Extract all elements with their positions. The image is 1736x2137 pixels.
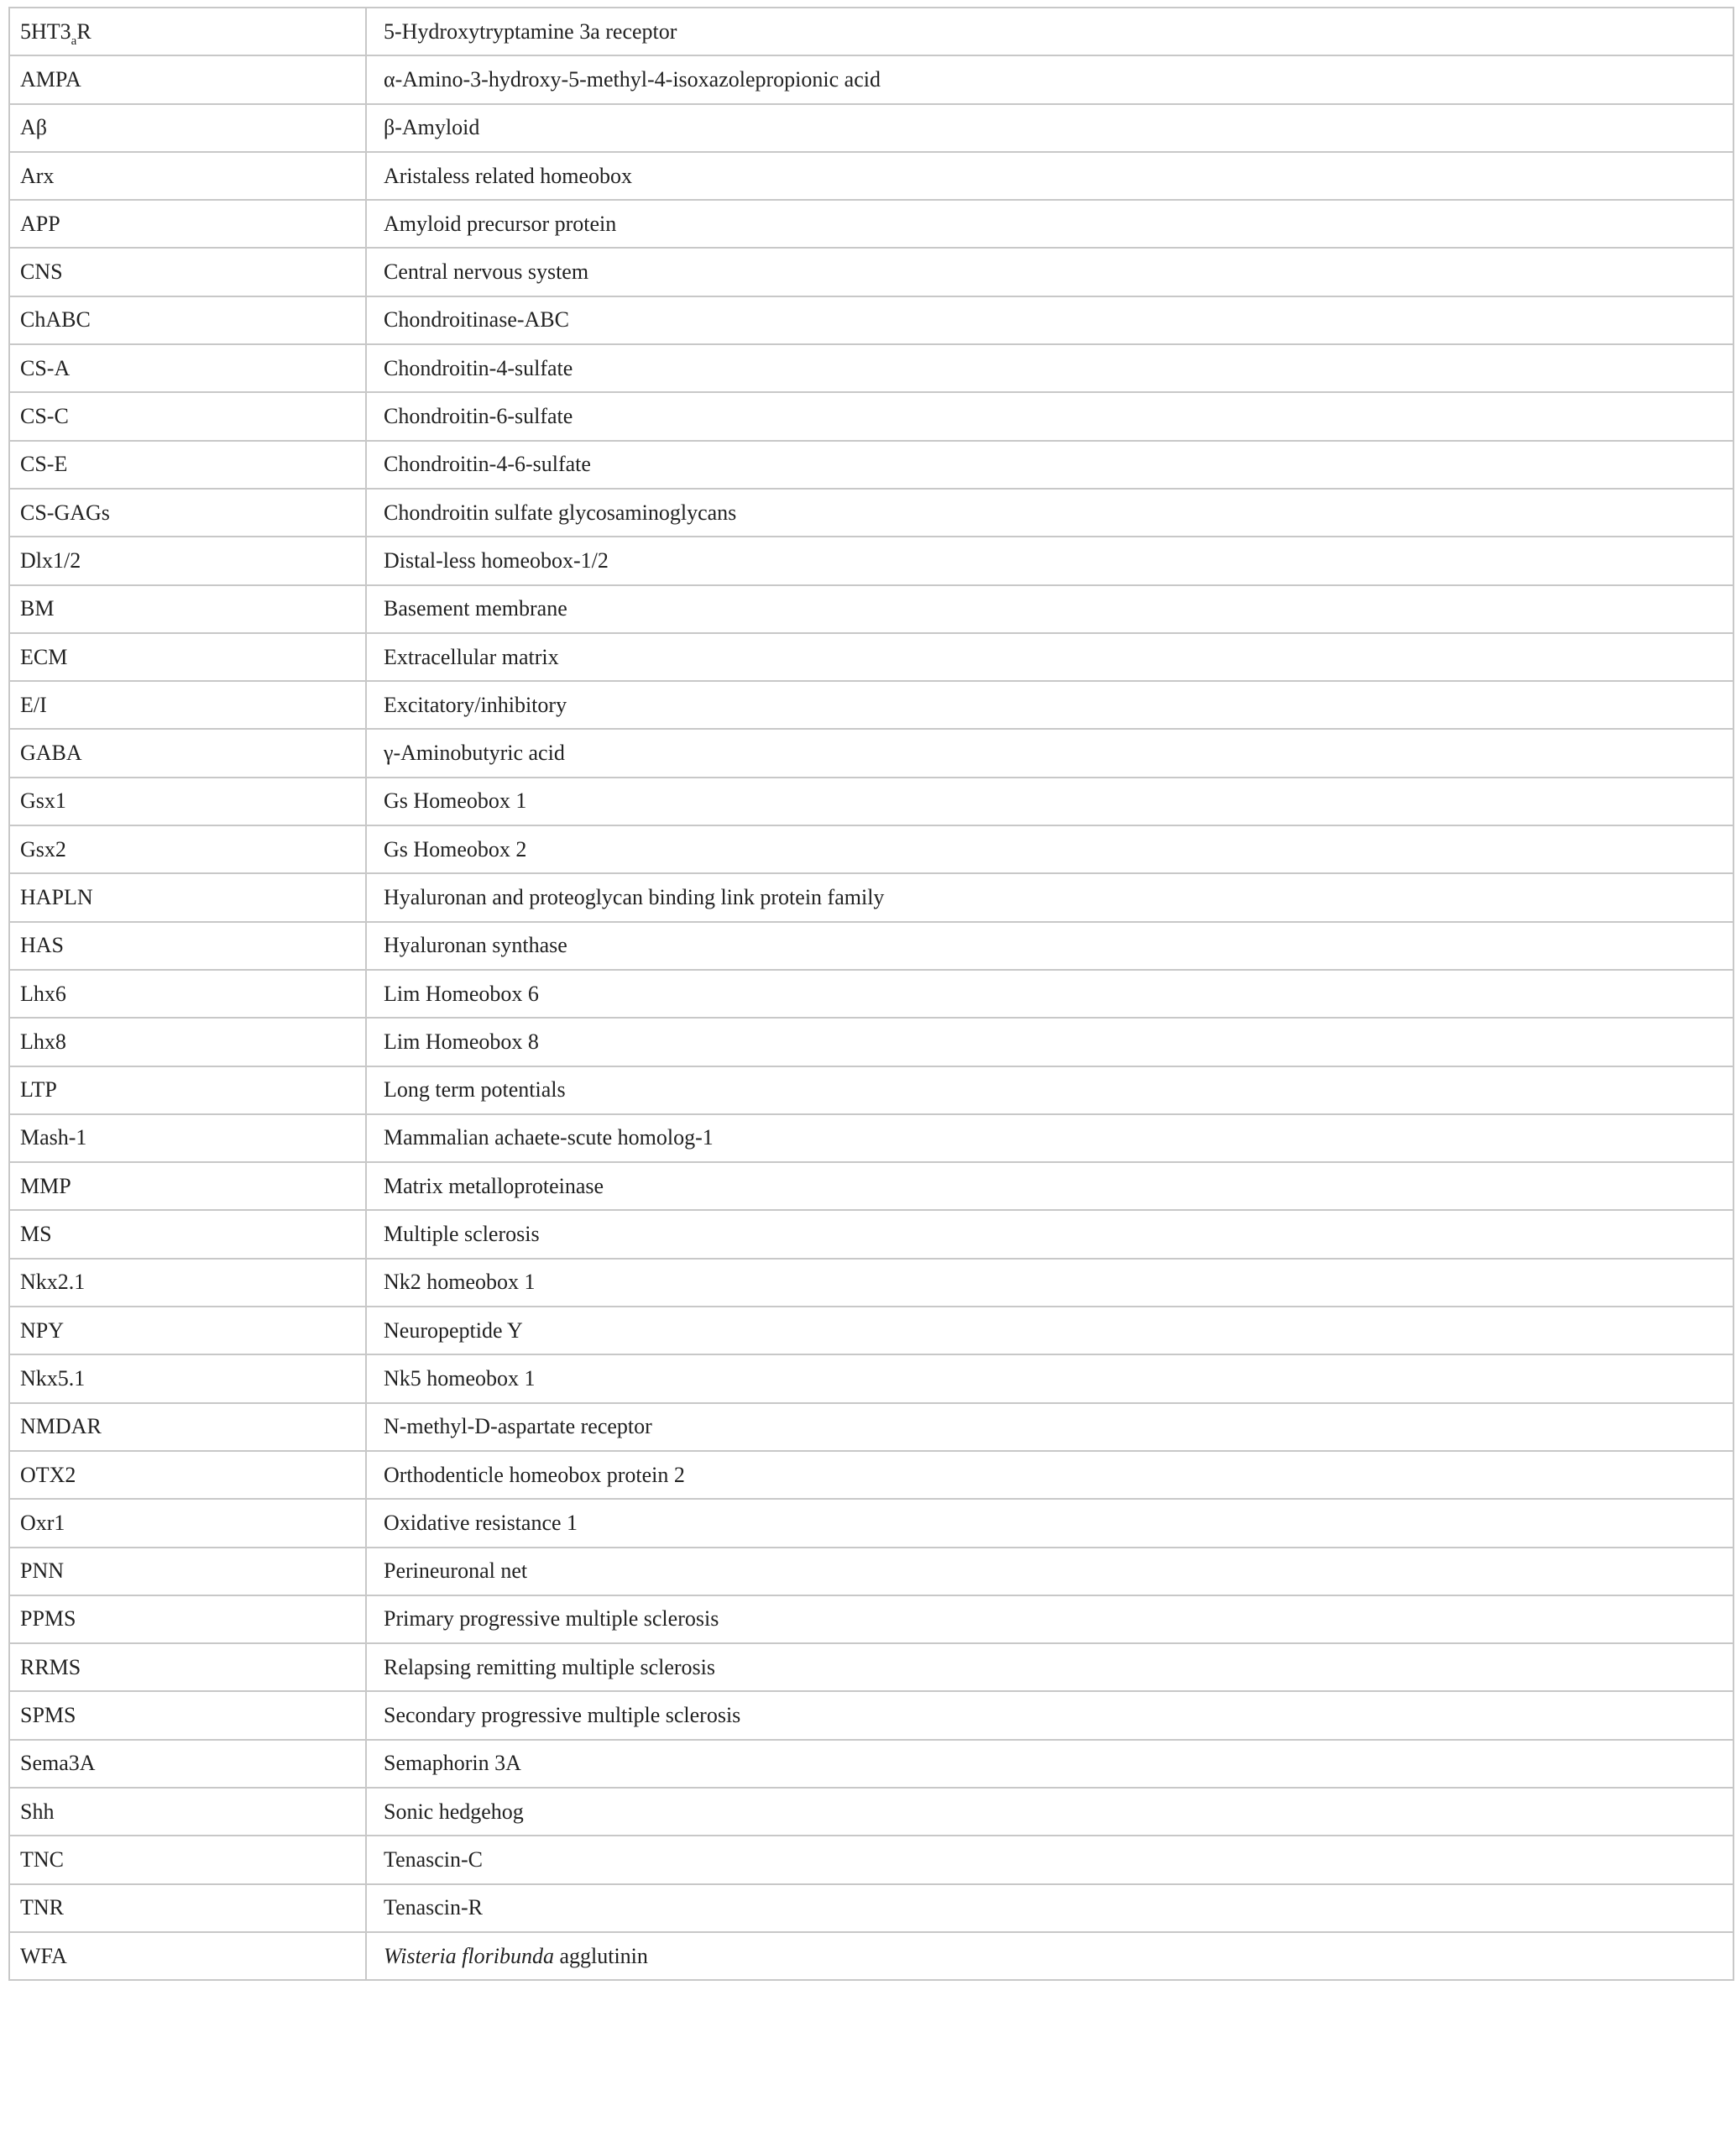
definition-cell: Perineuronal net xyxy=(366,1548,1733,1595)
definition-cell: γ-Aminobutyric acid xyxy=(366,729,1733,777)
abbreviation-cell: Arx xyxy=(9,152,366,200)
abbreviation-cell: GABA xyxy=(9,729,366,777)
table-row xyxy=(9,1162,1733,1210)
table-row xyxy=(9,55,1733,103)
definition-cell: Chondroitin-4-sulfate xyxy=(366,344,1733,392)
table-row xyxy=(9,1210,1733,1258)
table-row xyxy=(9,729,1733,777)
table-row xyxy=(9,922,1733,970)
table-row xyxy=(9,1884,1733,1932)
abbreviation-cell: MS xyxy=(9,1210,366,1258)
table-row xyxy=(9,248,1733,296)
abbreviation-cell: NPY xyxy=(9,1307,366,1354)
table-row xyxy=(9,681,1733,729)
table-row xyxy=(9,970,1733,1018)
table-row xyxy=(9,296,1733,344)
abbreviation-cell: CS-C xyxy=(9,392,366,440)
table-row xyxy=(9,441,1733,489)
abbreviation-cell: BM xyxy=(9,585,366,633)
definition-cell: N-methyl-D-aspartate receptor xyxy=(366,1403,1733,1451)
abbreviation-cell: Dlx1/2 xyxy=(9,537,366,584)
table-row xyxy=(9,1691,1733,1739)
table-row xyxy=(9,1403,1733,1451)
abbreviation-cell: CS-GAGs xyxy=(9,489,366,537)
abbreviation-cell: PPMS xyxy=(9,1595,366,1643)
table-row xyxy=(9,633,1733,681)
abbreviation-cell: WFA xyxy=(9,1932,366,1980)
definition-cell: Nk2 homeobox 1 xyxy=(366,1259,1733,1307)
abbreviation-cell: Sema3A xyxy=(9,1740,366,1788)
table-row xyxy=(9,825,1733,873)
definition-cell: Distal-less homeobox-1/2 xyxy=(366,537,1733,584)
table-row xyxy=(9,152,1733,200)
definition-cell: Aristaless related homeobox xyxy=(366,152,1733,200)
abbreviation-cell: APP xyxy=(9,200,366,248)
abbreviation-cell: HAPLN xyxy=(9,873,366,921)
definition-cell: Mammalian achaete-scute homolog-1 xyxy=(366,1114,1733,1162)
table-row xyxy=(9,1307,1733,1354)
table-row xyxy=(9,1066,1733,1114)
abbreviation-cell: NMDAR xyxy=(9,1403,366,1451)
abbreviations-table-body xyxy=(9,8,1733,1980)
definition-cell: Amyloid precursor protein xyxy=(366,200,1733,248)
table-row xyxy=(9,392,1733,440)
definition-cell: Tenascin-R xyxy=(366,1884,1733,1932)
definition-cell: Gs Homeobox 2 xyxy=(366,825,1733,873)
table-row xyxy=(9,1451,1733,1499)
table-row xyxy=(9,778,1733,825)
abbreviation-cell: TNR xyxy=(9,1884,366,1932)
abbreviation-cell: OTX2 xyxy=(9,1451,366,1499)
definition-cell: Relapsing remitting multiple sclerosis xyxy=(366,1643,1733,1691)
abbreviation-cell xyxy=(9,8,366,55)
abbreviation-cell: Nkx5.1 xyxy=(9,1354,366,1402)
definition-cell: Long term potentials xyxy=(366,1066,1733,1114)
definition-cell: Neuropeptide Y xyxy=(366,1307,1733,1354)
table-row xyxy=(9,1259,1733,1307)
definition-cell: Chondroitin-4-6-sulfate xyxy=(366,441,1733,489)
definition-cell: Hyaluronan and proteoglycan binding link protein family xyxy=(366,873,1733,921)
abbreviation-cell: SPMS xyxy=(9,1691,366,1739)
definition-cell: β-Amyloid xyxy=(366,104,1733,152)
definition-cell: 5-Hydroxytryptamine 3a receptor xyxy=(366,8,1733,55)
abbreviation-cell: LTP xyxy=(9,1066,366,1114)
abbreviation-cell: HAS xyxy=(9,922,366,970)
table-row xyxy=(9,1788,1733,1836)
table-row xyxy=(9,1643,1733,1691)
definition-cell: Nk5 homeobox 1 xyxy=(366,1354,1733,1402)
definition-cell: Sonic hedgehog xyxy=(366,1788,1733,1836)
table-row xyxy=(9,1018,1733,1066)
abbreviation-cell: Aβ xyxy=(9,104,366,152)
abbreviation-cell: Lhx8 xyxy=(9,1018,366,1066)
table-row xyxy=(9,1740,1733,1788)
definition-cell: Basement membrane xyxy=(366,585,1733,633)
definition-cell: Chondroitin sulfate glycosaminoglycans xyxy=(366,489,1733,537)
definition-cell: Chondroitin-6-sulfate xyxy=(366,392,1733,440)
table-row xyxy=(9,1548,1733,1595)
definition-italic-part: Wisteria floribunda xyxy=(384,1943,554,1968)
table-row xyxy=(9,489,1733,537)
definition-cell xyxy=(366,1932,1733,1980)
definition-cell: Central nervous system xyxy=(366,248,1733,296)
table-row xyxy=(9,8,1733,55)
abbreviation-cell: AMPA xyxy=(9,55,366,103)
definition-cell: Orthodenticle homeobox protein 2 xyxy=(366,1451,1733,1499)
definition-cell: Secondary progressive multiple sclerosis xyxy=(366,1691,1733,1739)
table-row xyxy=(9,1114,1733,1162)
table-row xyxy=(9,1836,1733,1883)
definition-cell: Hyaluronan synthase xyxy=(366,922,1733,970)
table-row xyxy=(9,1932,1733,1980)
abbreviation-cell: TNC xyxy=(9,1836,366,1883)
table-row xyxy=(9,200,1733,248)
abbreviation-cell: CS-A xyxy=(9,344,366,392)
abbreviations-table xyxy=(8,7,1734,1981)
abbreviation-cell: Nkx2.1 xyxy=(9,1259,366,1307)
definition-cell: Matrix metalloproteinase xyxy=(366,1162,1733,1210)
table-row xyxy=(9,873,1733,921)
abbreviation-cell: PNN xyxy=(9,1548,366,1595)
table-row xyxy=(9,104,1733,152)
abbreviation-cell: CS-E xyxy=(9,441,366,489)
abbreviation-base: 5HT3 xyxy=(20,18,71,44)
abbreviation-cell: Shh xyxy=(9,1788,366,1836)
definition-cell: Gs Homeobox 1 xyxy=(366,778,1733,825)
abbreviation-suffix: R xyxy=(76,18,92,44)
abbreviation-cell: RRMS xyxy=(9,1643,366,1691)
abbreviation-cell: CNS xyxy=(9,248,366,296)
abbreviation-cell: MMP xyxy=(9,1162,366,1210)
definition-cell: Excitatory/inhibitory xyxy=(366,681,1733,729)
abbreviation-cell: E/I xyxy=(9,681,366,729)
abbreviation-cell: Gsx1 xyxy=(9,778,366,825)
abbreviation-cell: Oxr1 xyxy=(9,1499,366,1547)
definition-cell: Lim Homeobox 6 xyxy=(366,970,1733,1018)
abbreviation-subscript: a xyxy=(71,34,77,48)
abbreviation-cell: Gsx2 xyxy=(9,825,366,873)
definition-rest-part: agglutinin xyxy=(553,1943,648,1968)
abbreviation-cell: ECM xyxy=(9,633,366,681)
table-row xyxy=(9,1595,1733,1643)
definition-cell: Multiple sclerosis xyxy=(366,1210,1733,1258)
abbreviation-cell: ChABC xyxy=(9,296,366,344)
definition-cell: Semaphorin 3A xyxy=(366,1740,1733,1788)
abbreviation-cell: Mash-1 xyxy=(9,1114,366,1162)
table-row xyxy=(9,1499,1733,1547)
definition-cell: Primary progressive multiple sclerosis xyxy=(366,1595,1733,1643)
definition-cell: α-Amino-3-hydroxy-5-methyl-4-isoxazolepropionic acid xyxy=(366,55,1733,103)
abbreviation-cell: Lhx6 xyxy=(9,970,366,1018)
table-row xyxy=(9,537,1733,584)
definition-cell: Lim Homeobox 8 xyxy=(366,1018,1733,1066)
definition-cell: Chondroitinase-ABC xyxy=(366,296,1733,344)
definition-cell: Tenascin-C xyxy=(366,1836,1733,1883)
table-row xyxy=(9,1354,1733,1402)
table-row xyxy=(9,344,1733,392)
definition-cell: Oxidative resistance 1 xyxy=(366,1499,1733,1547)
definition-cell: Extracellular matrix xyxy=(366,633,1733,681)
table-row xyxy=(9,585,1733,633)
